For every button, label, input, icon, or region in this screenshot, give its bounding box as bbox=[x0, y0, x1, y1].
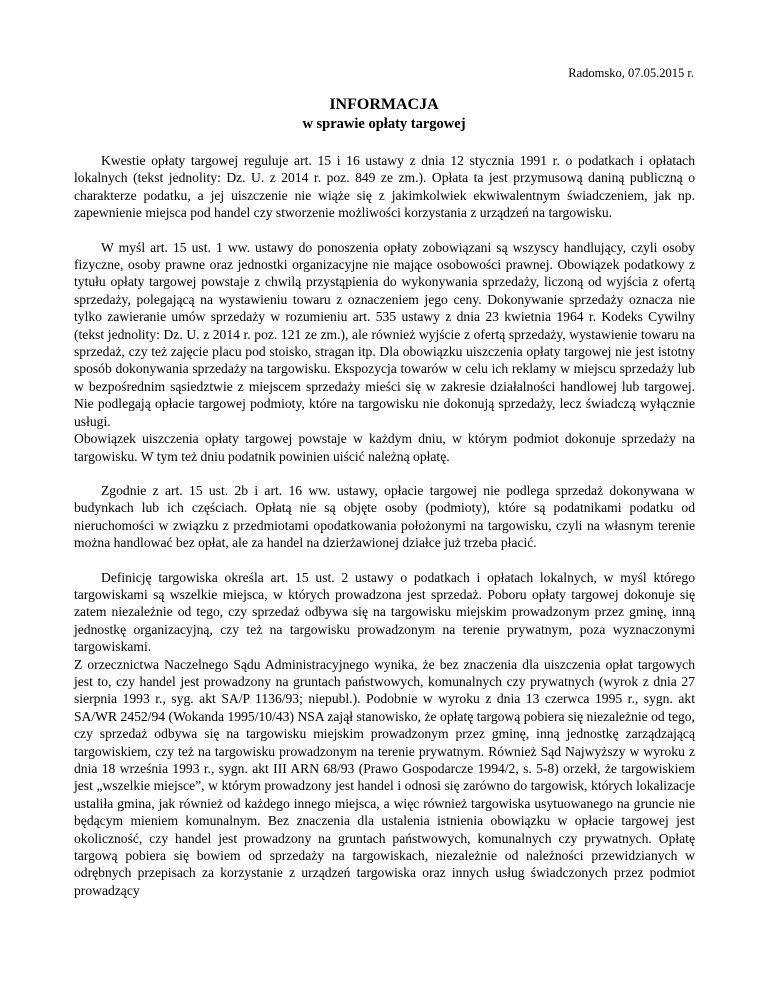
paragraph-exemptions: Zgodnie z art. 15 ust. 2b i art. 16 ww. ustawy, opłacie targowej nie podlega sprzedaż dokonywana w budynkach lub ich częściach. Opłatą nie są objęte osoby (podmioty), które są podatnikami podatku od nieruchomości w związku z przedmiotami opodatkowania położonymi na targowisku, czyli na własnym terenie można handlować bez opłat, ale za handel na dzierżawionej działce już trzeba płacić. bbox=[74, 482, 695, 551]
paragraph-intro: Kwestie opłaty targowej reguluje art. 15 i 16 ustawy z dnia 12 stycznia 1991 r. o podatkach i opłatach lokalnych (tekst jednolity: Dz. U. z 2014 r. poz. 849 ze zm.). Opłata ta jest przymusową daniną publiczną o charakterze podatku, a jej uiszczenie nie wiąże się z jakimkolwiek ekwiwalentnym świadczeniem, jak np. zapewnienie miejsca pod handel czy stworzenie możliwości korzystania z urządzeń na targowisku. bbox=[74, 153, 695, 221]
document-title bbox=[0, 95, 768, 133]
paragraph-case-law: Z orzecznictwa Naczelnego Sądu Administracyjnego wynika, że bez znaczenia dla uiszczenia opłat targowych jest to, czy handel jest prowadzony na gruntach państwowych, komunalnych czy prywatnych (wyrok z dnia 27 sierpnia 1993 r., syg. akt SA/P 1136/93; niepubl.). Podobnie w wyroku z dnia 13 czerwca 1995 r., sygn. akt SA/WR 2452/94 (Wokanda 1995/10/43) NSA zajął stanowisko, że opłatę targową pobiera się niezależnie od tego, czy sprzedaż odbywa się na targowisku miejskim prowadzonym przez gminę, inną jednostkę zarządzającą targowiskiem, czy też na targowisku prowadzonym na terenie prywatnym. Również Sąd Najwyższy w wyroku z dnia 18 września 1993 r., sygn. akt III ARN 68/93 (Prawo Gospodarcze 1994/2, s. 5-8) orzekł, że targowiskiem jest „wszelkie miejsce”, w którym prowadzony jest handel i odnosi się zarówno do targowisk, których lokalizacje ustaliła gmina, jak również od każdego innego miejsca, a więc również targowiska usytuowanego na gruncie nie będącym mieniem komunalnym. Bez znaczenia dla ustalenia istnienia obowiązku w opłacie targowej jest okoliczność, czy handel jest prowadzony na gruntach państwowych, komunalnych czy prywatnych. Opłatę targową pobiera się bowiem od sprzedaży na targowiskach, niezależnie od należności przewidzianych w odrębnych przepisach za korzystanie z urządzeń targowiska oraz innych usług świadczonych przez podmiot prowadzący bbox=[74, 656, 695, 898]
document-body bbox=[74, 152, 695, 899]
paragraph-marketplace-definition: Definicję targowiska określa art. 15 ust. 2 ustawy o podatkach i opłatach lokalnych, w myśl którego targowiskami są wszelkie miejsca, w których prowadzona jest sprzedaż. Poboru opłaty targowej dokonuje się zatem niezależnie od tego, czy sprzedaż odbywa się na targowisku miejskim prowadzonym przez gminę, inną jednostkę organizacyjną, czy też na targowisku prowadzonym na terenie prywatnym, poza wyznaczonymi targowiskami. bbox=[74, 569, 695, 655]
paragraph-obligated-persons: W myśl art. 15 ust. 1 ww. ustawy do ponoszenia opłaty zobowiązani są wszyscy handlujący, czyli osoby fizyczne, osoby prawne oraz jednostki organizacyjne nie mające osobowości prawnej. Obowiązek podatkowy z tytułu opłaty targowej powstaje z chwilą przystąpienia do wykonywania sprzedaży, liczoną od wyjścia z ofertą sprzedaży, polegającą na wystawieniu towaru z oznaczeniem jego ceny. Dokonywanie sprzedaży oznacza nie tylko zawieranie umów sprzedaży w rozumieniu art. 535 ustawy z dnia 23 kwietnia 1964 r. Kodeks Cywilny (tekst jednolity: Dz. U. z 2014 r. poz. 121 ze zm.), ale również wyjście z ofertą sprzedaży, wystawienie towaru na sprzedaż, czy też zajęcie placu pod stoisko, stragan itp. Dla obowiązku uiszczenia opłaty targowej nie jest istotny sposób dokonywania sprzedaży na targowisku. Ekspozycja towarów w celu ich reklamy w miejscu sprzedaży lub w bezpośrednim sąsiedztwie z miejscem sprzedaży mieści się w zakresie działalności handlowej lub targowej. Nie podlegają opłacie targowej podmioty, które na targowisku nie dokonują sprzedaży, lecz świadczą wyłącznie usługi. bbox=[74, 239, 695, 429]
place-and-date: Radomsko, 07.05.2015 r. bbox=[568, 66, 694, 80]
title-subtitle: w sprawie opłaty targowej bbox=[302, 116, 466, 132]
title-main: INFORMACJA bbox=[329, 96, 439, 113]
paragraph-payment-obligation: Obowiązek uiszczenia opłaty targowej powstaje w każdym dniu, w którym podmiot dokonuje sprzedaży na targowisku. W tym też dniu podatnik powinien uiścić należną opłatę. bbox=[74, 431, 695, 464]
